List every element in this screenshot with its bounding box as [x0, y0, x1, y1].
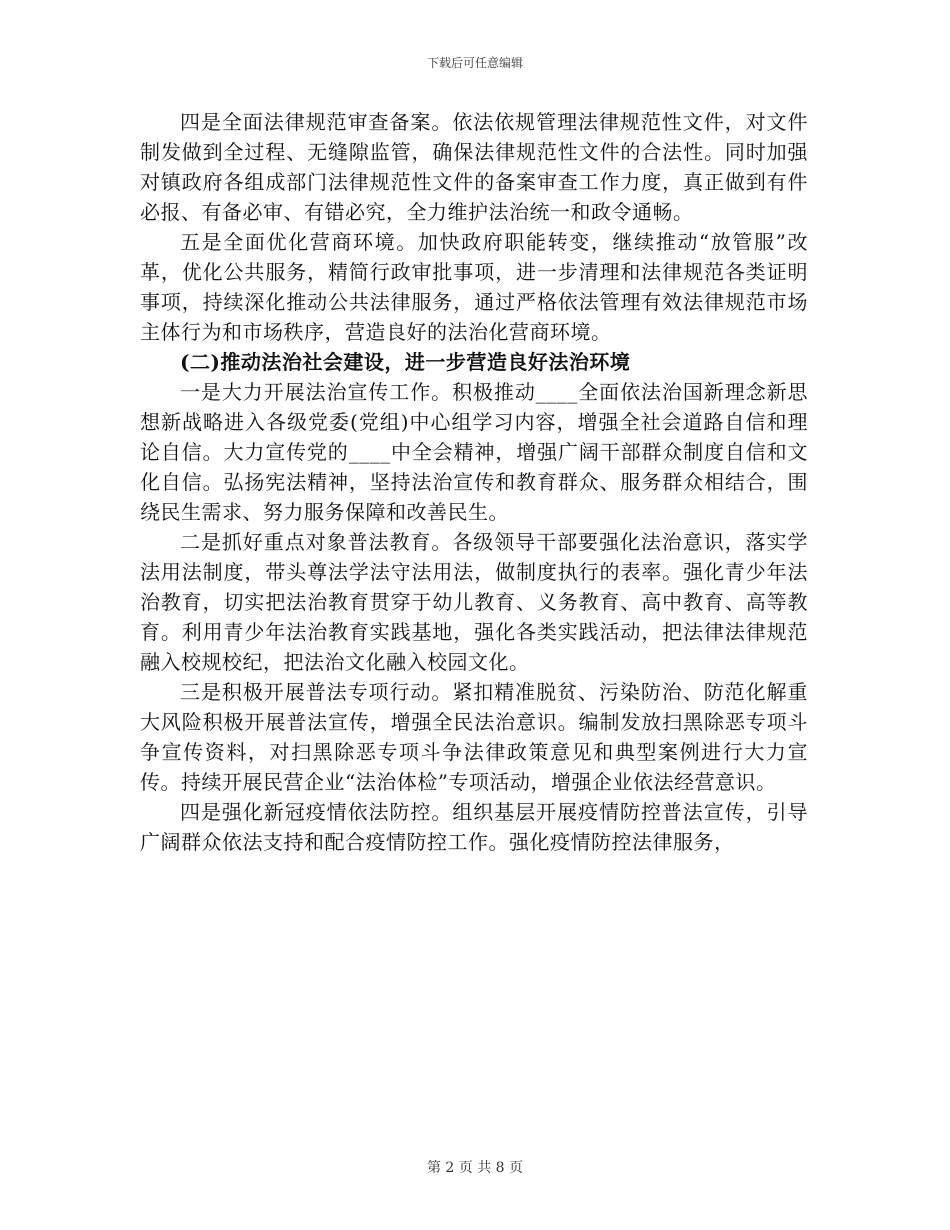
- page-footer: 第 2 页 共 8 页: [426, 1160, 524, 1176]
- section-heading: (二)推动法治社会建设，进一步营造良好法治环境: [180, 350, 631, 374]
- paragraph-epidemic-control: 四是强化新冠疫情依法防控。组织基层开展疫情防控普法宣传，引导广阔群众依法支持和配合疫情防控工作。强化疫情防控法律服务，: [140, 800, 808, 854]
- paragraph-special-action: 三是积极开展普法专项行动。紧扣精准脱贫、污染防治、防范化解重大风险积极开展普法宣传，增强全民法治意识。编制发放扫黑除恶专项斗争宣传资料，对扫黑除恶专项斗争法律政策意见和典型案例进行大力宣传。持续开展民营企业“法治体检”专项活动，增强企业依法经营意识。: [140, 680, 808, 794]
- document-body: [140, 107, 808, 857]
- paragraph-publicity-work: 一是大力开展法治宣传工作。积极推动____全面依法治国新理念新思想新战略进入各级党委(党组)中心组学习内容，增强全社会道路自信和理论自信。大力宣传党的____中全会精神，增强广阔干部群众制度自信和文化自信。弘扬宪法精神，坚持法治宣传和教育群众、服务群众相结合，围绕民生需求、努力服务保障和改善民生。: [140, 380, 808, 524]
- paragraph-business-environment: 五是全面优化营商环境。加快政府职能转变，继续推动“放管服”改革，优化公共服务，精简行政审批事项，进一步清理和法律规范各类证明事项，持续深化推动公共法律服务，通过严格依法管理有效法律规范市场主体行为和市场秩序，营造良好的法治化营商环境。: [140, 230, 808, 344]
- paragraph-key-education: 二是抓好重点对象普法教育。各级领导干部要强化法治意识，落实学法用法制度，带头尊法学法守法用法，做制度执行的表率。强化青少年法治教育，切实把法治教育贯穿于幼儿教育、义务教育、高中教育、高等教育。利用青少年法治教育实践基地，强化各类实践活动，把法律法律规范融入校规校纪，把法治文化融入校园文化。: [140, 530, 808, 674]
- page-header: 下载后可任意编辑: [426, 56, 523, 70]
- paragraph-legal-review: 四是全面法律规范审查备案。依法依规管理法律规范性文件，对文件制发做到全过程、无缝隙监管，确保法律规范性文件的合法性。同时加强对镇政府各组成部门法律规范性文件的备案审查工作力度，真正做到有件必报、有备必审、有错必究，全力维护法治统一和政令通畅。: [140, 110, 808, 224]
